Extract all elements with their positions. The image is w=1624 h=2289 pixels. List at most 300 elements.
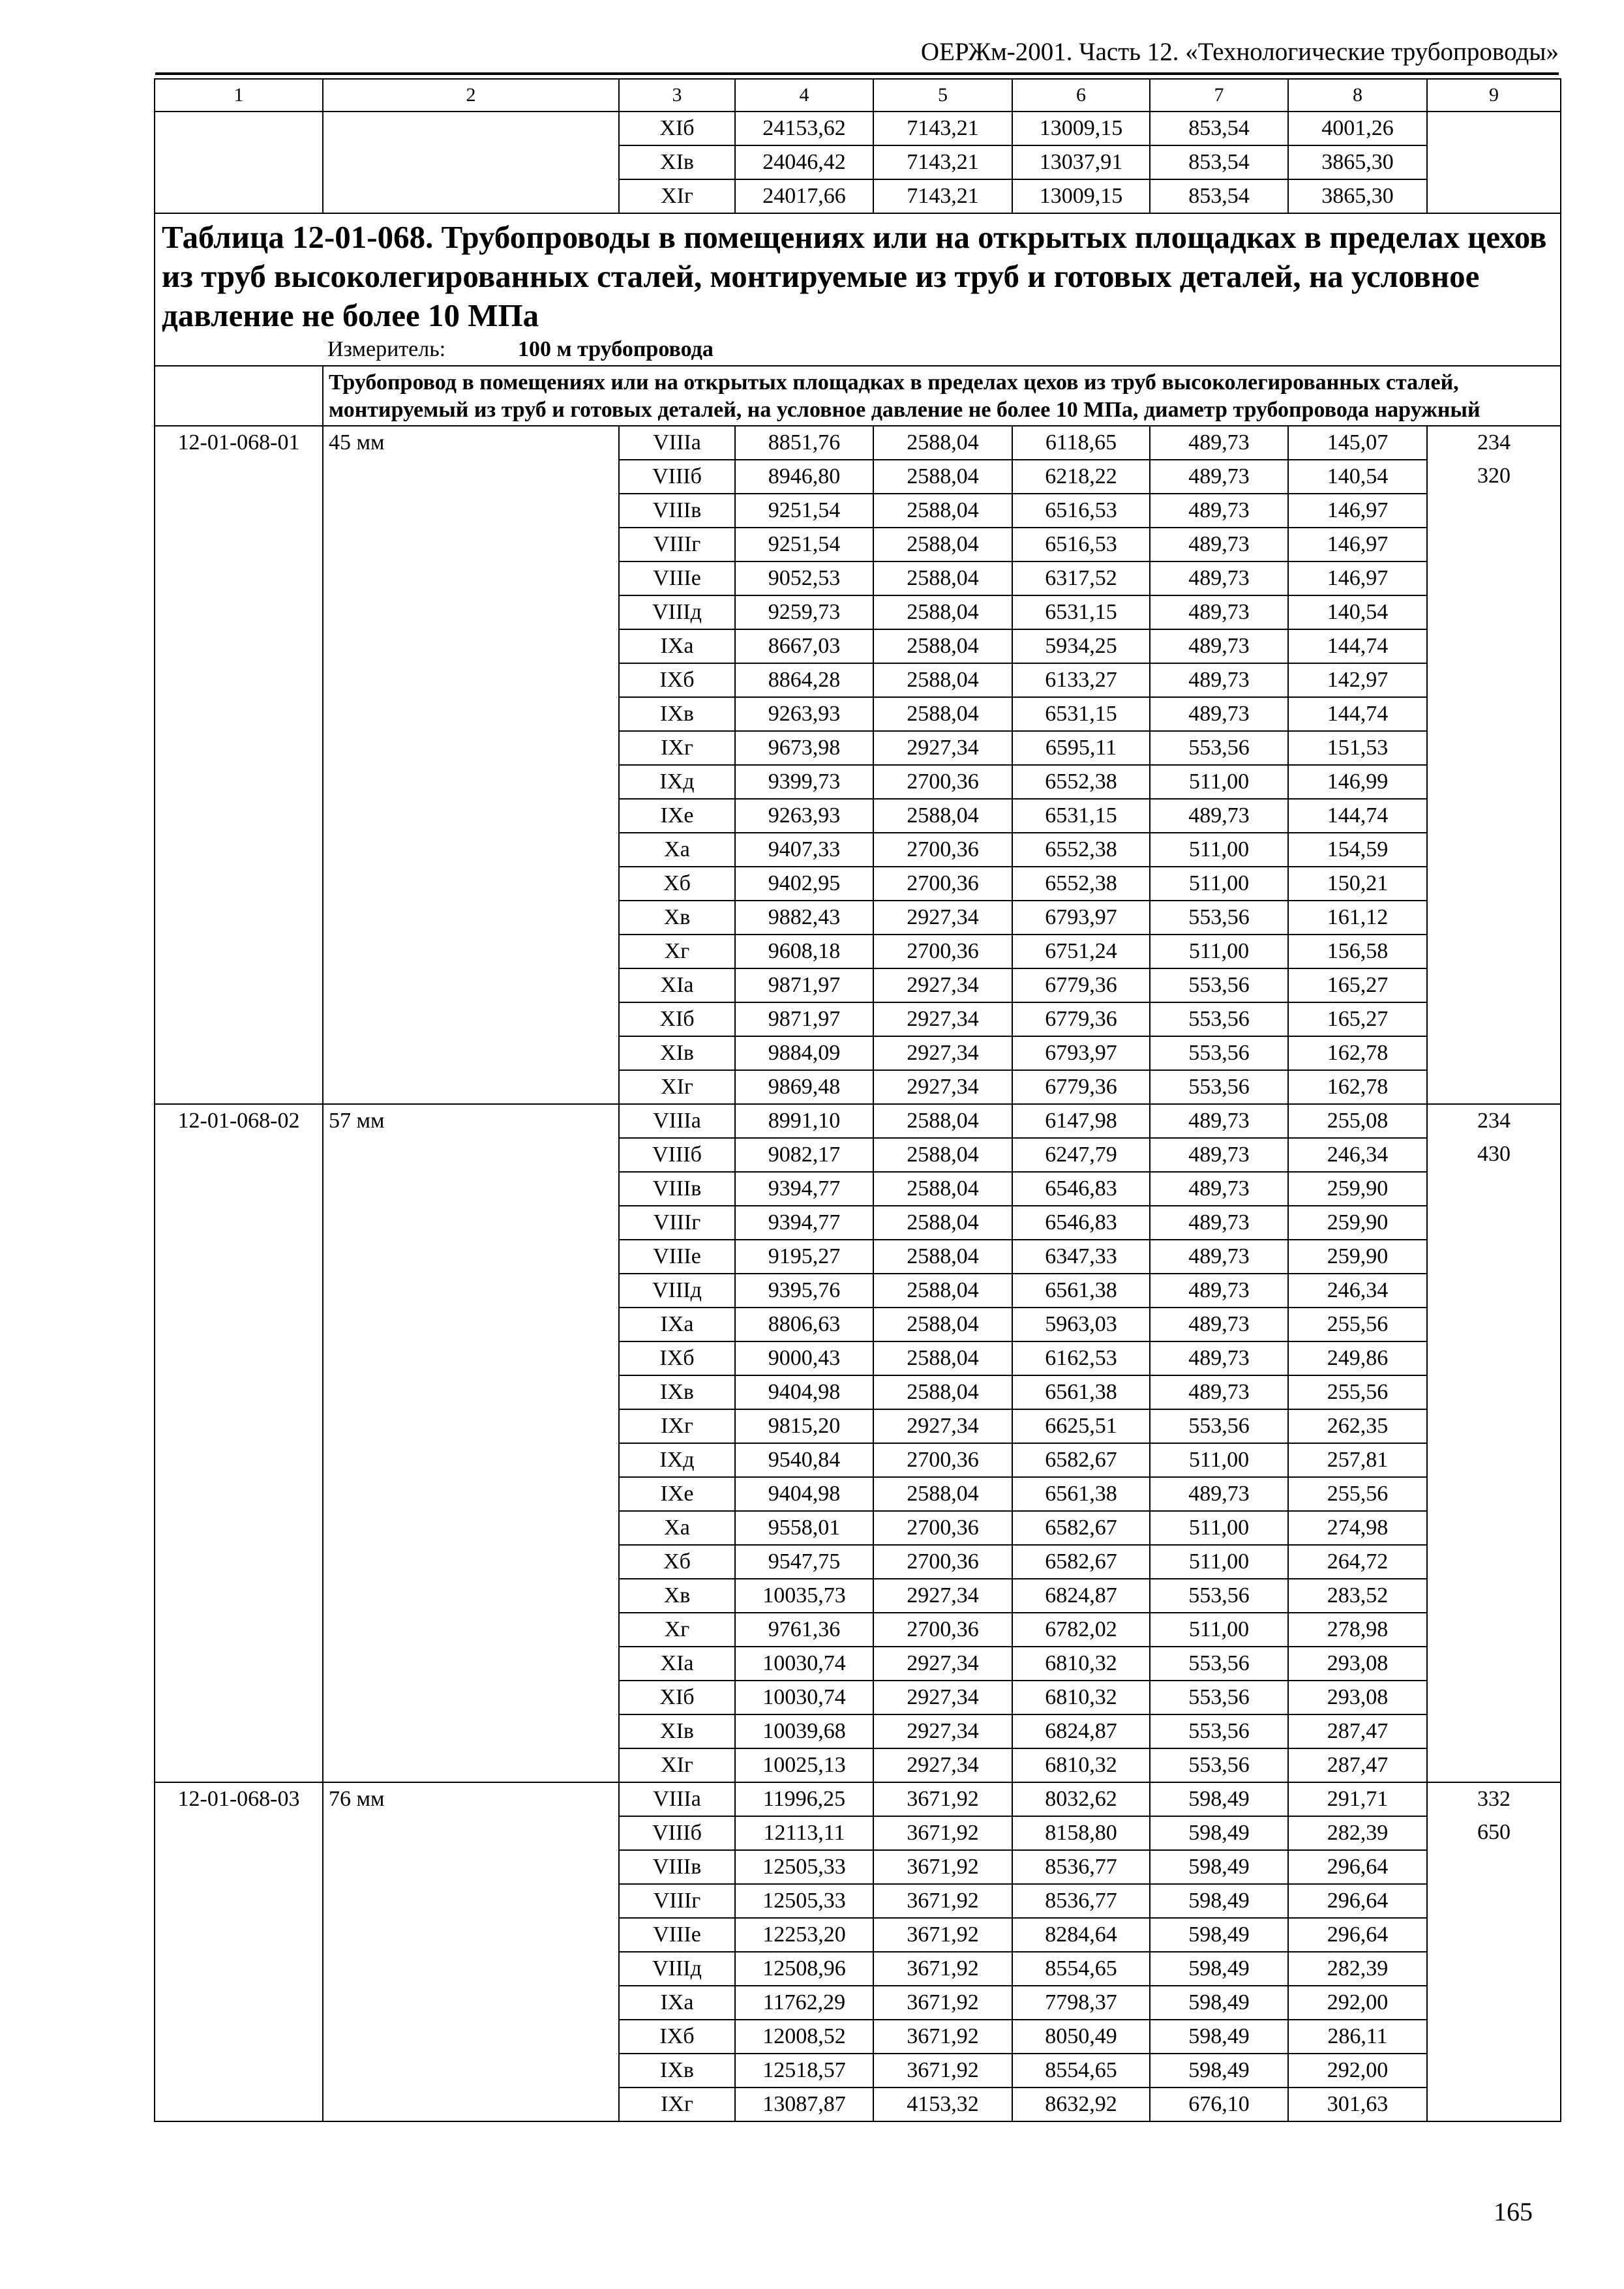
- zone-cell: IXе: [619, 1477, 735, 1511]
- col9-cell: [1427, 1511, 1561, 1545]
- zone-cell: Xа: [619, 1511, 735, 1545]
- value-cell: 511,00: [1150, 833, 1288, 867]
- col9-cell: [1427, 968, 1561, 1002]
- value-cell: 2588,04: [873, 528, 1012, 561]
- value-cell: 9399,73: [735, 765, 873, 799]
- value-cell: 489,73: [1150, 799, 1288, 833]
- table-row: [155, 561, 1561, 595]
- diameter-cell: [323, 2054, 619, 2087]
- value-cell: 296,64: [1288, 1918, 1427, 1952]
- value-cell: 9871,97: [735, 1002, 873, 1036]
- value-cell: 255,08: [1288, 1104, 1427, 1138]
- value-cell: 489,73: [1150, 426, 1288, 460]
- value-cell: 6782,02: [1012, 1613, 1150, 1647]
- value-cell: 553,56: [1150, 1748, 1288, 1782]
- zone-cell: XIа: [619, 968, 735, 1002]
- value-cell: 144,74: [1288, 697, 1427, 731]
- value-cell: 6516,53: [1012, 528, 1150, 561]
- code-cell: [155, 1918, 323, 1952]
- col9-cell: [1427, 561, 1561, 595]
- diameter-cell: [323, 1477, 619, 1511]
- col9-cell: 430: [1427, 1138, 1561, 1172]
- col9-cell: 320: [1427, 460, 1561, 494]
- table-row: [155, 867, 1561, 901]
- value-cell: 6552,38: [1012, 867, 1150, 901]
- col9-cell: [1427, 2087, 1561, 2121]
- code-cell: [155, 1545, 323, 1579]
- value-cell: 2700,36: [873, 1511, 1012, 1545]
- value-cell: 10030,74: [735, 1681, 873, 1714]
- diameter-cell: 45 мм: [323, 426, 619, 460]
- code-cell: [155, 1172, 323, 1206]
- zone-cell: Xв: [619, 901, 735, 935]
- code-cell: [155, 1613, 323, 1647]
- zone-cell: VIIIа: [619, 1104, 735, 1138]
- table-row: [155, 1443, 1561, 1477]
- value-cell: 24017,66: [735, 179, 873, 213]
- diameter-cell: [323, 1748, 619, 1782]
- value-cell: 9251,54: [735, 494, 873, 528]
- table-row: [155, 2054, 1561, 2087]
- code-cell: [155, 1477, 323, 1511]
- col9-cell: [1427, 629, 1561, 663]
- code-cell: [155, 935, 323, 968]
- col9-cell: [1427, 145, 1561, 179]
- value-cell: 598,49: [1150, 1850, 1288, 1884]
- col9-cell: [1427, 1206, 1561, 1240]
- zone-cell: Xб: [619, 867, 735, 901]
- col9-cell: [1427, 867, 1561, 901]
- code-cell: [155, 1240, 323, 1274]
- zone-cell: IXв: [619, 2054, 735, 2087]
- code-cell: [155, 765, 323, 799]
- diameter-cell: [323, 2087, 619, 2121]
- diameter-cell: [323, 1545, 619, 1579]
- value-cell: 8632,92: [1012, 2087, 1150, 2121]
- zone-cell: XIб: [619, 112, 735, 145]
- value-cell: 6561,38: [1012, 1477, 1150, 1511]
- zone-cell: IXе: [619, 799, 735, 833]
- value-cell: 282,39: [1288, 1952, 1427, 1986]
- col9-cell: [1427, 1375, 1561, 1409]
- code-cell: [155, 731, 323, 765]
- code-cell: [155, 460, 323, 494]
- diameter-cell: 76 мм: [323, 1782, 619, 1816]
- value-cell: 9259,73: [735, 595, 873, 629]
- zone-cell: IXа: [619, 629, 735, 663]
- col9-cell: [1427, 1070, 1561, 1104]
- col9-cell: [1427, 799, 1561, 833]
- diameter-cell: [323, 968, 619, 1002]
- zone-cell: XIв: [619, 145, 735, 179]
- value-cell: 12253,20: [735, 1918, 873, 1952]
- col9-cell: [1427, 1714, 1561, 1748]
- value-cell: 553,56: [1150, 901, 1288, 935]
- value-cell: 144,74: [1288, 629, 1427, 663]
- value-cell: 6552,38: [1012, 765, 1150, 799]
- zone-cell: XIг: [619, 1748, 735, 1782]
- col9-cell: [1427, 112, 1561, 145]
- value-cell: 489,73: [1150, 1341, 1288, 1375]
- table-row: [155, 1952, 1561, 1986]
- table-row: [155, 528, 1561, 561]
- diameter-cell: [323, 697, 619, 731]
- value-cell: 598,49: [1150, 1918, 1288, 1952]
- col9-cell: [1427, 935, 1561, 968]
- code-cell: [155, 2087, 323, 2121]
- value-cell: 9000,43: [735, 1341, 873, 1375]
- value-cell: 255,56: [1288, 1375, 1427, 1409]
- value-cell: 9263,93: [735, 799, 873, 833]
- value-cell: 853,54: [1150, 145, 1288, 179]
- value-cell: 6561,38: [1012, 1375, 1150, 1409]
- value-cell: 287,47: [1288, 1714, 1427, 1748]
- value-cell: 853,54: [1150, 112, 1288, 145]
- value-cell: 156,58: [1288, 935, 1427, 968]
- value-cell: 293,08: [1288, 1647, 1427, 1681]
- value-cell: 140,54: [1288, 595, 1427, 629]
- value-cell: 2927,34: [873, 1647, 1012, 1681]
- code-cell: [155, 145, 323, 179]
- code-cell: [155, 1884, 323, 1918]
- value-cell: 9815,20: [735, 1409, 873, 1443]
- table-row: [155, 629, 1561, 663]
- value-cell: 4001,26: [1288, 112, 1427, 145]
- value-cell: 162,78: [1288, 1036, 1427, 1070]
- table-row: [155, 1002, 1561, 1036]
- value-cell: 6552,38: [1012, 833, 1150, 867]
- diameter-cell: [323, 1850, 619, 1884]
- zone-cell: VIIIб: [619, 1138, 735, 1172]
- value-cell: 151,53: [1288, 731, 1427, 765]
- column-number: 5: [873, 79, 1012, 112]
- value-cell: 6810,32: [1012, 1748, 1150, 1782]
- col9-cell: 650: [1427, 1816, 1561, 1850]
- value-cell: 9394,77: [735, 1172, 873, 1206]
- zone-cell: XIв: [619, 1036, 735, 1070]
- table-row: [155, 179, 1561, 213]
- table-row: [155, 1375, 1561, 1409]
- table-row: [155, 1036, 1561, 1070]
- zone-cell: Xг: [619, 935, 735, 968]
- zone-cell: XIб: [619, 1681, 735, 1714]
- table-row: [155, 1748, 1561, 1782]
- table-row: [155, 1613, 1561, 1647]
- value-cell: 8050,49: [1012, 2020, 1150, 2054]
- value-cell: 3671,92: [873, 2054, 1012, 2087]
- table-row: [155, 697, 1561, 731]
- code-cell: [155, 1850, 323, 1884]
- col9-cell: [1427, 1681, 1561, 1714]
- diameter-cell: [323, 1443, 619, 1477]
- code-cell: [155, 901, 323, 935]
- diameter-cell: [323, 765, 619, 799]
- value-cell: 296,64: [1288, 1884, 1427, 1918]
- value-cell: 3671,92: [873, 2020, 1012, 2054]
- col9-cell: [1427, 1579, 1561, 1613]
- value-cell: 2588,04: [873, 1172, 1012, 1206]
- value-cell: 553,56: [1150, 1647, 1288, 1681]
- table-row: [155, 1681, 1561, 1714]
- value-cell: 6531,15: [1012, 697, 1150, 731]
- zone-cell: IXв: [619, 697, 735, 731]
- col9-cell: [1427, 1409, 1561, 1443]
- zone-cell: Xб: [619, 1545, 735, 1579]
- value-cell: 676,10: [1150, 2087, 1288, 2121]
- diameter-cell: [323, 731, 619, 765]
- value-cell: 2927,34: [873, 1070, 1012, 1104]
- value-cell: 9195,27: [735, 1240, 873, 1274]
- code-cell: [155, 494, 323, 528]
- col9-cell: 234: [1427, 426, 1561, 460]
- value-cell: 274,98: [1288, 1511, 1427, 1545]
- header-rule: [155, 72, 1559, 75]
- value-cell: 2927,34: [873, 1409, 1012, 1443]
- value-cell: 12518,57: [735, 2054, 873, 2087]
- diameter-cell: [323, 1274, 619, 1308]
- value-cell: 12508,96: [735, 1952, 873, 1986]
- value-cell: 9884,09: [735, 1036, 873, 1070]
- value-cell: 8554,65: [1012, 1952, 1150, 1986]
- value-cell: 24046,42: [735, 145, 873, 179]
- table-row: [155, 731, 1561, 765]
- value-cell: 9673,98: [735, 731, 873, 765]
- table-row: [155, 1647, 1561, 1681]
- value-cell: 9263,93: [735, 697, 873, 731]
- value-cell: 3671,92: [873, 1918, 1012, 1952]
- col9-cell: [1427, 494, 1561, 528]
- code-cell: 12-01-068-01: [155, 426, 323, 460]
- value-cell: 511,00: [1150, 1613, 1288, 1647]
- value-cell: 6516,53: [1012, 494, 1150, 528]
- code-cell: [155, 1138, 323, 1172]
- table-row: [155, 1341, 1561, 1375]
- diameter-cell: [323, 2020, 619, 2054]
- value-cell: 6751,24: [1012, 935, 1150, 968]
- diameter-cell: [323, 1647, 619, 1681]
- value-cell: 2700,36: [873, 765, 1012, 799]
- code-cell: [155, 1070, 323, 1104]
- table-row: [155, 1172, 1561, 1206]
- value-cell: 249,86: [1288, 1341, 1427, 1375]
- unit-label: Измеритель:: [327, 337, 446, 361]
- diameter-cell: [323, 1375, 619, 1409]
- table-row: [155, 1477, 1561, 1511]
- value-cell: 9407,33: [735, 833, 873, 867]
- table-row: [155, 1511, 1561, 1545]
- value-cell: 6546,83: [1012, 1172, 1150, 1206]
- subtitle-row: [155, 366, 1561, 426]
- column-number: 9: [1427, 79, 1561, 112]
- col9-cell: [1427, 1952, 1561, 1986]
- column-number: 6: [1012, 79, 1150, 112]
- value-cell: 2588,04: [873, 595, 1012, 629]
- value-cell: 8032,62: [1012, 1782, 1150, 1816]
- col9-cell: [1427, 1545, 1561, 1579]
- value-cell: 8991,10: [735, 1104, 873, 1138]
- table-row: [155, 1918, 1561, 1952]
- value-cell: 10025,13: [735, 1748, 873, 1782]
- value-cell: 3671,92: [873, 1986, 1012, 2020]
- value-cell: 9882,43: [735, 901, 873, 935]
- code-cell: [155, 663, 323, 697]
- value-cell: 2927,34: [873, 731, 1012, 765]
- value-cell: 6793,97: [1012, 1036, 1150, 1070]
- value-cell: 8851,76: [735, 426, 873, 460]
- value-cell: 2700,36: [873, 935, 1012, 968]
- value-cell: 6531,15: [1012, 595, 1150, 629]
- value-cell: 9404,98: [735, 1477, 873, 1511]
- value-cell: 13009,15: [1012, 179, 1150, 213]
- zone-cell: VIIIб: [619, 1816, 735, 1850]
- code-cell: [155, 561, 323, 595]
- table-row: [155, 2020, 1561, 2054]
- diameter-cell: 57 мм: [323, 1104, 619, 1138]
- code-cell: [155, 697, 323, 731]
- zone-cell: XIв: [619, 1714, 735, 1748]
- diameter-cell: [323, 867, 619, 901]
- code-cell: [155, 1681, 323, 1714]
- value-cell: 8806,63: [735, 1308, 873, 1341]
- value-cell: 489,73: [1150, 629, 1288, 663]
- table-row: [155, 1206, 1561, 1240]
- col9-cell: [1427, 731, 1561, 765]
- table-row: [155, 1138, 1561, 1172]
- code-cell: [155, 1206, 323, 1240]
- diameter-cell: [323, 1918, 619, 1952]
- diameter-cell: [323, 1714, 619, 1748]
- value-cell: 6582,67: [1012, 1443, 1150, 1477]
- table-row: [155, 1782, 1561, 1816]
- table-row: [155, 901, 1561, 935]
- column-number: 7: [1150, 79, 1288, 112]
- col9-cell: [1427, 1850, 1561, 1884]
- value-cell: 598,49: [1150, 2020, 1288, 2054]
- zone-cell: VIIIе: [619, 1918, 735, 1952]
- col9-cell: 234: [1427, 1104, 1561, 1138]
- value-cell: 13087,87: [735, 2087, 873, 2121]
- value-cell: 301,63: [1288, 2087, 1427, 2121]
- col9-cell: [1427, 595, 1561, 629]
- zone-cell: VIIIв: [619, 1172, 735, 1206]
- value-cell: 6779,36: [1012, 1002, 1150, 1036]
- diameter-cell: [323, 1816, 619, 1850]
- col9-cell: [1427, 663, 1561, 697]
- value-cell: 2588,04: [873, 799, 1012, 833]
- value-cell: 853,54: [1150, 179, 1288, 213]
- diameter-cell: [323, 1138, 619, 1172]
- value-cell: 3671,92: [873, 1850, 1012, 1884]
- code-cell: [155, 1036, 323, 1070]
- zone-cell: Xв: [619, 1579, 735, 1613]
- col9-cell: [1427, 1613, 1561, 1647]
- value-cell: 2588,04: [873, 460, 1012, 494]
- value-cell: 2588,04: [873, 1274, 1012, 1308]
- table-row: [155, 1884, 1561, 1918]
- value-cell: 511,00: [1150, 1545, 1288, 1579]
- value-cell: 291,71: [1288, 1782, 1427, 1816]
- zone-cell: IXа: [619, 1986, 735, 2020]
- value-cell: 7798,37: [1012, 1986, 1150, 2020]
- table-row: [155, 968, 1561, 1002]
- column-number: 2: [323, 79, 619, 112]
- value-cell: 6531,15: [1012, 799, 1150, 833]
- column-number: 4: [735, 79, 873, 112]
- value-cell: 165,27: [1288, 968, 1427, 1002]
- value-cell: 9394,77: [735, 1206, 873, 1240]
- value-cell: 259,90: [1288, 1206, 1427, 1240]
- value-cell: 9540,84: [735, 1443, 873, 1477]
- value-cell: 9608,18: [735, 935, 873, 968]
- col9-cell: [1427, 2054, 1561, 2087]
- value-cell: 6582,67: [1012, 1511, 1150, 1545]
- subtitle-spacer: [155, 366, 323, 426]
- table-title: Таблица 12-01-068. Трубопроводы в помещениях или на открытых площадках в пределах цехов из труб высоколегированных сталей, монтируемые из труб и готовых деталей, на условное давление не более 10 МПа: [162, 219, 1547, 333]
- value-cell: 7143,21: [873, 145, 1012, 179]
- value-cell: 8554,65: [1012, 2054, 1150, 2087]
- value-cell: 489,73: [1150, 1206, 1288, 1240]
- value-cell: 146,97: [1288, 528, 1427, 561]
- value-cell: 262,35: [1288, 1409, 1427, 1443]
- zone-cell: VIIIб: [619, 460, 735, 494]
- value-cell: 5963,03: [1012, 1308, 1150, 1341]
- value-cell: 511,00: [1150, 1443, 1288, 1477]
- zone-cell: IXд: [619, 1443, 735, 1477]
- diameter-cell: [323, 112, 619, 145]
- table-row: [155, 1308, 1561, 1341]
- table-row: [155, 799, 1561, 833]
- zone-cell: XIг: [619, 179, 735, 213]
- diameter-cell: [323, 901, 619, 935]
- code-cell: [155, 528, 323, 561]
- value-cell: 9052,53: [735, 561, 873, 595]
- value-cell: 10035,73: [735, 1579, 873, 1613]
- col9-cell: [1427, 1002, 1561, 1036]
- col9-cell: [1427, 1748, 1561, 1782]
- table-row: [155, 1240, 1561, 1274]
- zone-cell: IXа: [619, 1308, 735, 1341]
- col9-cell: [1427, 2020, 1561, 2054]
- section-subtitle: Трубопровод в помещениях или на открытых площадках в пределах цехов из труб высоколегированных сталей, монтируемый из труб и готовых деталей, на условное давление не более 10 МПа, диаметр трубопровода наружный: [323, 366, 1561, 426]
- value-cell: 3671,92: [873, 1884, 1012, 1918]
- col9-cell: [1427, 833, 1561, 867]
- col9-cell: [1427, 1172, 1561, 1206]
- value-cell: 287,47: [1288, 1748, 1427, 1782]
- diameter-cell: [323, 935, 619, 968]
- value-cell: 259,90: [1288, 1172, 1427, 1206]
- code-cell: [155, 1409, 323, 1443]
- code-cell: [155, 799, 323, 833]
- value-cell: 8667,03: [735, 629, 873, 663]
- value-cell: 9558,01: [735, 1511, 873, 1545]
- value-cell: 161,12: [1288, 901, 1427, 935]
- value-cell: 246,34: [1288, 1138, 1427, 1172]
- table-title-cell: [155, 213, 1561, 366]
- value-cell: 9251,54: [735, 528, 873, 561]
- zone-cell: XIа: [619, 1647, 735, 1681]
- value-cell: 264,72: [1288, 1545, 1427, 1579]
- zone-cell: VIIIа: [619, 1782, 735, 1816]
- value-cell: 2700,36: [873, 1443, 1012, 1477]
- value-cell: 511,00: [1150, 935, 1288, 968]
- value-cell: 6625,51: [1012, 1409, 1150, 1443]
- value-cell: 553,56: [1150, 1002, 1288, 1036]
- table-row: [155, 595, 1561, 629]
- value-cell: 553,56: [1150, 968, 1288, 1002]
- diameter-cell: [323, 663, 619, 697]
- value-cell: 6133,27: [1012, 663, 1150, 697]
- value-cell: 3671,92: [873, 1782, 1012, 1816]
